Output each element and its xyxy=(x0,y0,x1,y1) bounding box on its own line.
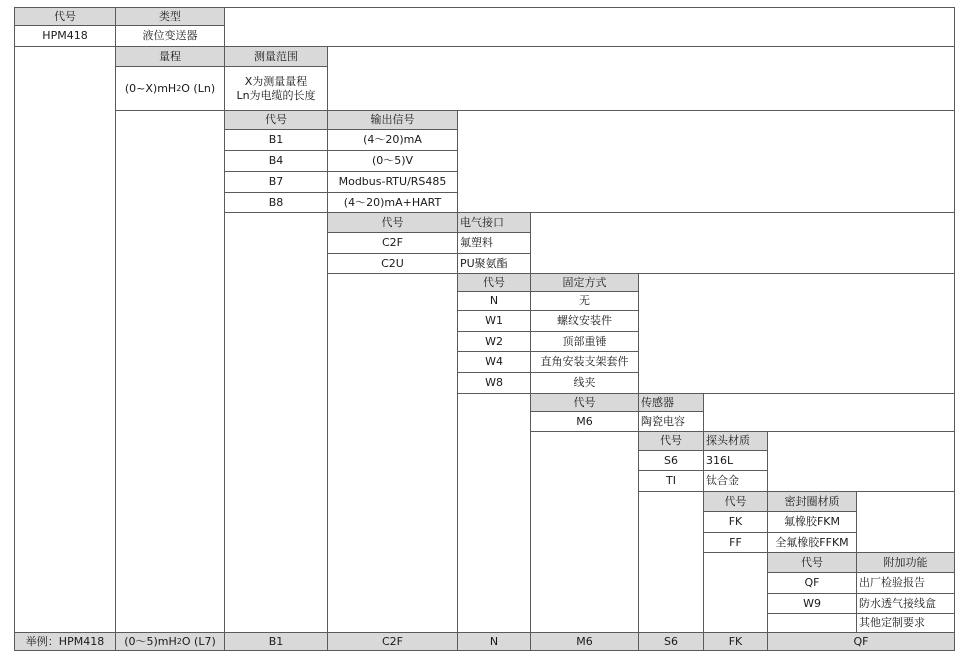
electrical-name: PU聚氨酯 xyxy=(457,253,531,274)
range-value xyxy=(115,66,225,111)
measure-line-1: X为测量量程 xyxy=(244,74,308,88)
model-code-header: 代号 xyxy=(14,7,116,26)
example-mounting: N xyxy=(457,632,531,651)
empty-cell xyxy=(767,431,955,492)
mounting-code: N xyxy=(457,291,531,311)
mounting-code-header: 代号 xyxy=(457,273,531,292)
output-code-header: 代号 xyxy=(224,110,328,130)
seal-name-header: 密封圈材质 xyxy=(767,491,857,512)
electrical-name: 氟塑料 xyxy=(457,232,531,254)
extra-name: 防水透气接线盒 xyxy=(856,593,955,614)
empty-cell xyxy=(703,552,768,633)
example-range xyxy=(115,632,225,651)
example-output: B1 xyxy=(224,632,328,651)
extra-name: 其他定制要求 xyxy=(856,613,955,633)
mounting-code: W2 xyxy=(457,331,531,352)
example-sensor: M6 xyxy=(530,632,639,651)
sensor-name-header: 传感器 xyxy=(638,393,704,412)
seal-name: 全氟橡胶FFKM xyxy=(767,532,857,553)
measure-line-2: Ln为电缆的长度 xyxy=(236,88,316,102)
model-type-header: 类型 xyxy=(115,7,225,26)
example-range-prefix: (0～5)mH xyxy=(124,634,177,648)
range-suffix: O (Ln) xyxy=(181,81,216,95)
output-name: (0～5)V xyxy=(327,150,458,172)
mounting-code: W1 xyxy=(457,310,531,332)
mounting-name: 直角安装支架套件 xyxy=(530,351,639,373)
model-code: HPM418 xyxy=(14,25,116,47)
mounting-code: W8 xyxy=(457,372,531,394)
empty-cell xyxy=(14,46,116,633)
example-probe: S6 xyxy=(638,632,704,651)
example-seal: FK xyxy=(703,632,768,651)
empty-cell xyxy=(457,393,531,633)
empty-cell xyxy=(703,393,955,432)
empty-cell xyxy=(457,110,955,213)
output-code: B8 xyxy=(224,192,328,213)
empty-cell xyxy=(530,431,639,633)
probe-code-header: 代号 xyxy=(638,431,704,451)
output-name-header: 输出信号 xyxy=(327,110,458,130)
electrical-code: C2F xyxy=(327,232,458,254)
mounting-name-header: 固定方式 xyxy=(530,273,639,292)
probe-code: S6 xyxy=(638,450,704,471)
extra-code: W9 xyxy=(767,593,857,614)
sensor-name: 陶瓷电容 xyxy=(638,411,704,432)
seal-name: 氟橡胶FKM xyxy=(767,511,857,533)
seal-code: FK xyxy=(703,511,768,533)
output-code: B7 xyxy=(224,171,328,193)
extra-name: 出厂检验报告 xyxy=(856,572,955,594)
example-range-subscript: 2 xyxy=(176,636,182,646)
output-name: Modbus-RTU/RS485 xyxy=(327,171,458,193)
mounting-name: 线夹 xyxy=(530,372,639,394)
range-subscript: 2 xyxy=(176,83,182,93)
probe-name: 316L xyxy=(703,450,768,471)
probe-name-header: 探头材质 xyxy=(703,431,768,451)
range-prefix: (0~X)mH xyxy=(124,81,177,95)
measure-range-desc xyxy=(224,66,328,111)
electrical-code: C2U xyxy=(327,253,458,274)
empty-cell xyxy=(638,491,704,633)
output-code: B4 xyxy=(224,150,328,172)
example-label: 举例：HPM418 xyxy=(14,632,116,651)
example-electrical: C2F xyxy=(327,632,458,651)
seal-code-header: 代号 xyxy=(703,491,768,512)
sensor-code: M6 xyxy=(530,411,639,432)
electrical-name-header: 电气接口 xyxy=(457,212,531,233)
measure-range-header: 测量范围 xyxy=(224,46,328,67)
probe-name: 钛合金 xyxy=(703,470,768,492)
empty-cell xyxy=(224,7,955,47)
example-range-suffix: O (L7) xyxy=(181,634,216,648)
sensor-code-header: 代号 xyxy=(530,393,639,412)
mounting-code: W4 xyxy=(457,351,531,373)
empty-cell xyxy=(224,212,328,633)
empty-cell xyxy=(327,46,955,111)
empty-cell xyxy=(638,273,955,394)
probe-code: TI xyxy=(638,470,704,492)
output-name: (4～20)mA+HART xyxy=(327,192,458,213)
seal-code: FF xyxy=(703,532,768,553)
empty-cell xyxy=(115,110,225,633)
model-type: 液位变送器 xyxy=(115,25,225,47)
example-extra: QF xyxy=(767,632,955,651)
output-code: B1 xyxy=(224,129,328,151)
mounting-name: 螺纹安装件 xyxy=(530,310,639,332)
extra-name-header: 附加功能 xyxy=(856,552,955,573)
electrical-code-header: 代号 xyxy=(327,212,458,233)
extra-code-header: 代号 xyxy=(767,552,857,573)
range-header: 量程 xyxy=(115,46,225,67)
mounting-name: 顶部重锤 xyxy=(530,331,639,352)
empty-cell xyxy=(530,212,955,274)
extra-code xyxy=(767,613,857,633)
empty-cell xyxy=(327,273,458,633)
output-name: (4～20)mA xyxy=(327,129,458,151)
extra-code: QF xyxy=(767,572,857,594)
empty-cell xyxy=(856,491,955,553)
mounting-name: 无 xyxy=(530,291,639,311)
